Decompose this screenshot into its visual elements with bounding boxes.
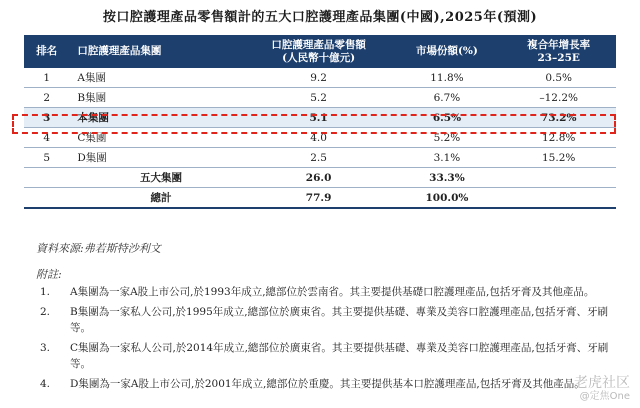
cell-rank: 4 (24, 128, 69, 148)
note-number: 2. (40, 306, 51, 318)
note-text: A集團為一家A股上市公司,於1993年成立,總部位於雲南省。其主要提供基礎口腔護理產品,包括牙膏及其他產品。 (70, 286, 595, 298)
note-number: 3. (40, 342, 51, 354)
watermark-logo-text: 老虎社区 (574, 375, 630, 391)
table-row (24, 68, 616, 88)
note-text: B集團為一家私人公司,於1995年成立,總部位於廣東省。其主要提供基礎、專業及美容口腔護理產品,包括牙膏、牙刷等。 (70, 306, 608, 334)
header-cagr (501, 35, 616, 68)
note-number: 1. (40, 286, 51, 298)
cell-share: 6.7% (393, 88, 502, 108)
cell-sales: 5.1 (245, 108, 393, 128)
cell-rank: 1 (24, 68, 69, 88)
header-name: 口腔護理產品集團 (69, 35, 244, 68)
cell-top5-sales: 26.0 (245, 168, 393, 188)
cell-cagr: 12.8% (501, 128, 616, 148)
cell-cagr: 0.5% (501, 68, 616, 88)
cell-name: C集團 (69, 128, 244, 148)
note-item (40, 284, 620, 300)
cell-share: 5.2% (393, 128, 502, 148)
cell-sales: 9.2 (245, 68, 393, 88)
watermark (574, 376, 630, 404)
cell-cagr: 15.2% (501, 148, 616, 168)
table-header-row (24, 35, 616, 68)
cell-sales: 2.5 (245, 148, 393, 168)
note-text: D集團為一家A股上市公司,於2001年成立,總部位於重慶。其主要提供基本口腔護理產品,包括牙膏及其他產品。 (70, 378, 585, 390)
cell-share: 3.1% (393, 148, 502, 168)
cell-total-share: 100.0% (393, 188, 502, 209)
cell-cagr-empty (501, 168, 616, 188)
table-row-highlighted (24, 108, 616, 128)
cell-top5-share: 33.3% (393, 168, 502, 188)
cell-name: D集團 (69, 148, 244, 168)
source-note: 資料來源:弗若斯特沙利文 (36, 242, 161, 255)
cell-share: 11.8% (393, 68, 502, 88)
table-row (24, 88, 616, 108)
cell-cagr: 73.2% (501, 108, 616, 128)
cell-rank: 5 (24, 148, 69, 168)
note-item (40, 340, 620, 372)
cell-cagr-empty (501, 188, 616, 209)
cell-rank: 3 (24, 108, 69, 128)
cell-total-label: 總計 (69, 188, 244, 209)
cell-sales: 4.0 (245, 128, 393, 148)
cell-top5-label: 五大集團 (69, 168, 244, 188)
header-sales-text: 口腔護理產品零售額 (人民幣十億元) (271, 38, 366, 64)
cell-name: A集團 (69, 68, 244, 88)
cell-share: 6.5% (393, 108, 502, 128)
note-number: 4. (40, 378, 51, 390)
header-share: 市場份額(%) (393, 35, 502, 68)
note-item (40, 304, 620, 336)
table-row (24, 128, 616, 148)
cell-rank-empty (24, 168, 69, 188)
cell-cagr: –12.2% (501, 88, 616, 108)
header-cagr-text: 複合年增長率 23–25E (527, 38, 591, 64)
page-title: 按口腔護理產品零售額計的五大口腔護理產品集團(中國),2025年(預測) (102, 10, 538, 25)
cell-name: 本集團 (69, 108, 244, 128)
table-row (24, 148, 616, 168)
cell-rank: 2 (24, 88, 69, 108)
cell-total-sales: 77.9 (245, 188, 393, 209)
cell-name: B集團 (69, 88, 244, 108)
table-row-total (24, 188, 616, 209)
notes-heading: 附註: (36, 268, 62, 281)
table-row-top5 (24, 168, 616, 188)
note-item (40, 376, 620, 392)
header-rank: 排名 (24, 35, 69, 68)
market-share-table (24, 35, 616, 209)
notes-list (40, 284, 620, 396)
cell-rank-empty (24, 188, 69, 209)
header-sales (245, 35, 393, 68)
note-text: C集團為一家私人公司,於2014年成立,總部位於廣東省。其主要提供基礎、專業及美容口腔護理產品,包括牙膏、牙刷等。 (70, 342, 609, 370)
cell-sales: 5.2 (245, 88, 393, 108)
watermark-handle: @定焦One (579, 391, 630, 402)
